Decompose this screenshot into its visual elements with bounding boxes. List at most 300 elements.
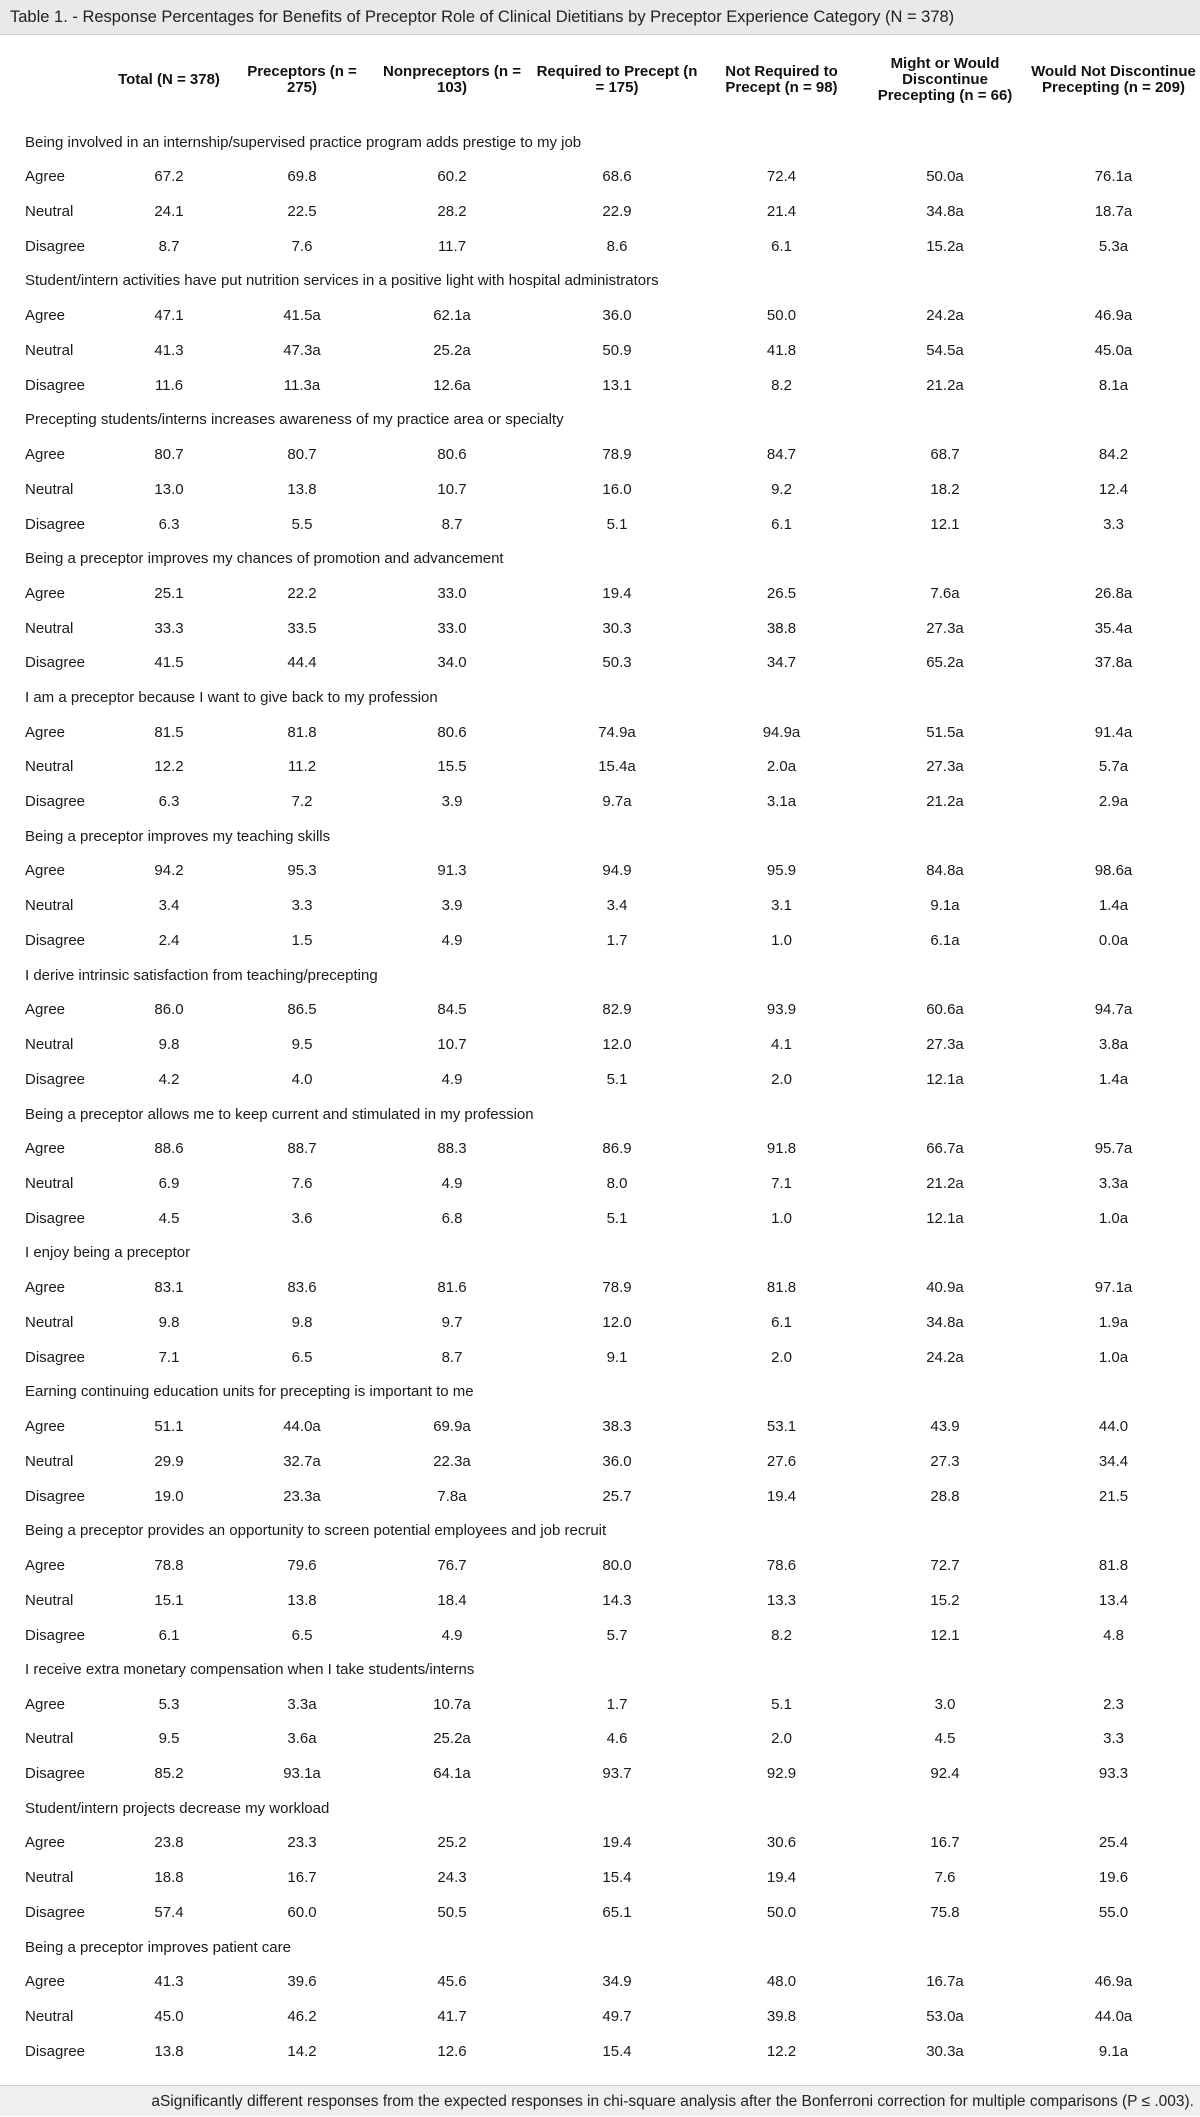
table-cell: 9.7 xyxy=(441,1313,463,1331)
table-cell: 44.4 xyxy=(287,654,317,672)
statement-text: Student/intern activities have put nutrition services in a positive light with hospital administrators xyxy=(25,272,659,290)
table-cell: 38.3 xyxy=(602,1417,632,1435)
table-cell: 9.5 xyxy=(291,1036,313,1054)
table-cell: 14.3 xyxy=(602,1591,632,1609)
table-row xyxy=(0,1479,1200,1514)
table-cell: 2.0 xyxy=(771,1730,792,1748)
table-cell: 64.1a xyxy=(433,1765,471,1783)
response-label: Disagree xyxy=(25,654,86,672)
table-cell: 2.0 xyxy=(771,1071,792,1089)
response-label: Neutral xyxy=(25,480,74,498)
response-label: Agree xyxy=(25,1279,66,1296)
table-cell: 95.3 xyxy=(287,862,317,880)
statement-text: Being a preceptor improves my teaching skills xyxy=(25,827,331,845)
table-cell: 62.1a xyxy=(433,306,471,324)
table-cell: 7.6a xyxy=(930,584,960,602)
table-cell: 6.1 xyxy=(771,515,792,533)
table-cell: 24.2a xyxy=(926,306,964,324)
table-cell: 9.1 xyxy=(606,1348,628,1366)
table-cell: 19.0 xyxy=(154,1487,184,1505)
table-cell: 53.1 xyxy=(766,1417,797,1435)
table-cell: 30.3a xyxy=(926,2043,964,2061)
response-label: Disagree xyxy=(25,1626,86,1644)
response-label: Neutral xyxy=(25,1730,74,1748)
table-cell: 21.5 xyxy=(1098,1487,1129,1505)
response-label: Neutral xyxy=(25,619,74,637)
table-cell: 93.1a xyxy=(283,1765,321,1783)
table-cell: 4.1 xyxy=(771,1036,792,1054)
table-row xyxy=(0,1999,1200,2034)
table-cell: 13.8 xyxy=(287,480,317,498)
table-cell: 3.4 xyxy=(158,897,180,915)
table-cell: 86.9 xyxy=(602,1140,632,1158)
table-cell: 5.1 xyxy=(606,1071,628,1089)
table-row xyxy=(0,159,1200,194)
table-cell: 23.3 xyxy=(287,1834,317,1852)
table-row xyxy=(0,1964,1200,1999)
table-caption: Table 1. - Response Percentages for Benefits of Preceptor Role of Clinical Dietitians by Preceptor Experience Category (N = 378) xyxy=(0,0,1200,35)
table-cell: 0.0a xyxy=(1098,932,1129,950)
table-cell: 86.5 xyxy=(287,1001,317,1019)
statement-row xyxy=(0,1652,1200,1686)
table-cell: 51.5a xyxy=(926,723,964,741)
table-cell: 43.9 xyxy=(930,1417,960,1435)
table-cell: 27.3a xyxy=(926,1036,964,1054)
table-row xyxy=(0,368,1200,403)
table-cell: 50.0a xyxy=(926,168,964,186)
table-cell: 4.0 xyxy=(291,1071,313,1089)
table-cell: 80.7 xyxy=(154,445,184,463)
table-cell: 5.1 xyxy=(606,515,628,533)
statement-row xyxy=(0,125,1200,159)
table-cell: 50.0 xyxy=(766,1904,797,1922)
table-row xyxy=(0,1201,1200,1236)
table-cell: 80.6 xyxy=(437,445,467,463)
table-cell: 4.9 xyxy=(441,1175,463,1193)
response-label: Agree xyxy=(25,723,66,741)
table-cell: 33.0 xyxy=(437,619,467,637)
table-cell: 80.0 xyxy=(602,1556,632,1574)
statement-row xyxy=(0,680,1200,714)
table-cell: 8.2 xyxy=(771,1626,792,1644)
header-required: Required to Precept (n = 175) xyxy=(536,63,698,96)
table-cell: 13.3 xyxy=(766,1591,797,1609)
table-cell: 50.9 xyxy=(602,341,632,359)
table-cell: 18.2 xyxy=(930,480,960,498)
table-cell: 11.3a xyxy=(283,376,321,394)
table-cell: 54.5a xyxy=(926,341,964,359)
table-cell: 9.8 xyxy=(158,1313,180,1331)
table-cell: 19.4 xyxy=(602,584,632,602)
table-cell: 4.6 xyxy=(606,1730,628,1748)
table-cell: 36.0 xyxy=(602,306,632,324)
table-cell: 95.9 xyxy=(766,862,797,880)
table-cell: 18.4 xyxy=(437,1591,467,1609)
table-cell: 5.3a xyxy=(1098,237,1129,255)
table-cell: 7.6 xyxy=(934,1869,956,1887)
table-cell: 94.9 xyxy=(602,862,632,880)
table-cell: 80.7 xyxy=(287,445,317,463)
table-cell: 46.9a xyxy=(1094,306,1133,324)
table-cell: 21.4 xyxy=(766,203,797,221)
table-cell: 47.1 xyxy=(154,306,184,324)
table-cell: 6.8 xyxy=(441,1209,463,1227)
table-cell: 3.3a xyxy=(287,1695,317,1713)
table-cell: 11.7 xyxy=(437,237,467,255)
table-cell: 85.2 xyxy=(154,1765,184,1783)
table-cell: 12.6 xyxy=(437,2043,467,2061)
table-cell: 25.2a xyxy=(433,341,471,359)
table-cell: 74.9a xyxy=(598,723,636,741)
response-label: Agree xyxy=(25,168,66,186)
table-cell: 5.3 xyxy=(158,1695,180,1713)
table-cell: 46.2 xyxy=(287,2008,317,2026)
table-cell: 93.3 xyxy=(1098,1765,1129,1783)
statement-text: I receive extra monetary compensation when I take students/interns xyxy=(25,1661,475,1679)
table-cell: 6.9 xyxy=(158,1175,180,1193)
table-row xyxy=(0,472,1200,507)
response-label: Neutral xyxy=(25,1175,74,1193)
table-cell: 1.0 xyxy=(771,1209,792,1227)
table-cell: 15.5 xyxy=(437,758,467,776)
table-cell: 24.1 xyxy=(154,203,184,221)
table-cell: 7.6 xyxy=(291,237,313,255)
table-cell: 10.7 xyxy=(437,480,467,498)
table-footnote: aSignificantly different responses from the expected responses in chi-square analysis after the Bonferroni correction for multiple comparisons (P ≤ .003). xyxy=(0,2085,1200,2116)
table-cell: 25.2a xyxy=(433,1730,471,1748)
table-cell: 22.2 xyxy=(287,584,317,602)
table-cell: 7.2 xyxy=(291,793,313,811)
table-cell: 12.6a xyxy=(433,376,471,394)
table-row xyxy=(0,1687,1200,1722)
table-cell: 3.3 xyxy=(291,897,313,915)
table-cell: 50.5 xyxy=(437,1904,467,1922)
table-cell: 45.0a xyxy=(1094,341,1133,359)
table-cell: 29.9 xyxy=(154,1452,184,1470)
table-cell: 91.4a xyxy=(1094,723,1133,741)
statement-text: Precepting students/interns increases awareness of my practice area or specialty xyxy=(25,411,564,429)
table-cell: 88.6 xyxy=(154,1140,184,1158)
table-cell: 12.1 xyxy=(930,1626,960,1644)
statement-text: Being a preceptor allows me to keep current and stimulated in my profession xyxy=(25,1105,534,1123)
table-row xyxy=(0,1826,1200,1861)
table-cell: 30.6 xyxy=(766,1834,797,1852)
table-row xyxy=(0,784,1200,819)
statement-text: I enjoy being a preceptor xyxy=(25,1244,191,1262)
table-cell: 15.2a xyxy=(926,237,964,255)
statement-row xyxy=(0,1791,1200,1825)
table-cell: 30.3 xyxy=(602,619,632,637)
response-label: Disagree xyxy=(25,515,86,533)
table-row xyxy=(0,611,1200,646)
table-cell: 22.9 xyxy=(602,203,632,221)
table-cell: 41.8 xyxy=(766,341,797,359)
table-cell: 8.2 xyxy=(771,376,792,394)
table-cell: 72.7 xyxy=(930,1556,960,1574)
table-cell: 18.8 xyxy=(154,1869,184,1887)
table-cell: 37.8a xyxy=(1094,654,1133,672)
table-cell: 7.1 xyxy=(158,1348,180,1366)
table-cell: 75.8 xyxy=(930,1904,960,1922)
table-cell: 3.9 xyxy=(441,793,463,811)
response-label: Neutral xyxy=(25,1869,74,1887)
table-cell: 25.4 xyxy=(1098,1834,1129,1852)
table-cell: 68.6 xyxy=(602,168,632,186)
response-label: Disagree xyxy=(25,376,86,394)
response-label: Agree xyxy=(25,1695,66,1713)
table-cell: 46.9a xyxy=(1094,1973,1133,1991)
table-cell: 21.2a xyxy=(926,1175,964,1193)
table-cell: 16.7 xyxy=(287,1869,317,1887)
table-cell: 15.4a xyxy=(598,758,636,776)
table-cell: 2.0a xyxy=(766,758,797,776)
table-cell: 92.4 xyxy=(930,1765,960,1783)
response-label: Disagree xyxy=(25,2043,86,2061)
statement-row xyxy=(0,1930,1200,1964)
table-cell: 22.3a xyxy=(433,1452,471,1470)
table-cell: 18.7a xyxy=(1094,203,1133,221)
table-cell: 41.3 xyxy=(154,341,184,359)
table-cell: 4.9 xyxy=(441,1626,463,1644)
header-nonpreceptors: Nonpreceptors (n = 103) xyxy=(383,63,521,96)
table-cell: 19.4 xyxy=(602,1834,632,1852)
table-cell: 4.8 xyxy=(1103,1626,1124,1644)
statement-row xyxy=(0,542,1200,576)
table-cell: 65.2a xyxy=(926,654,964,672)
header-preceptors: Preceptors (n = 275) xyxy=(247,63,357,96)
table-cell: 76.1a xyxy=(1094,168,1133,186)
header-blank xyxy=(0,35,104,125)
table-cell: 50.0 xyxy=(766,306,797,324)
table-cell: 27.3a xyxy=(926,619,964,637)
table-cell: 88.3 xyxy=(437,1140,467,1158)
table-cell: 3.3 xyxy=(1103,1730,1124,1748)
table-cell: 8.7 xyxy=(158,237,180,255)
table-row xyxy=(0,437,1200,472)
table-cell: 53.0a xyxy=(926,2008,964,2026)
table-cell: 3.6a xyxy=(287,1730,317,1748)
table-row xyxy=(0,715,1200,750)
table-cell: 44.0 xyxy=(1098,1417,1129,1435)
table-cell: 15.4 xyxy=(602,1869,632,1887)
table-cell: 34.8a xyxy=(926,203,964,221)
table-cell: 13.8 xyxy=(287,1591,317,1609)
table-cell: 67.2 xyxy=(154,168,184,186)
table-cell: 11.6 xyxy=(154,376,184,394)
table-cell: 50.3 xyxy=(602,654,632,672)
table-cell: 82.9 xyxy=(602,1001,632,1019)
table-row xyxy=(0,194,1200,229)
response-label: Disagree xyxy=(25,1071,86,1089)
table-cell: 3.3 xyxy=(1103,515,1124,533)
table-cell: 33.5 xyxy=(287,619,317,637)
statement-row xyxy=(0,264,1200,298)
table-cell: 15.1 xyxy=(154,1591,184,1609)
table-row xyxy=(0,507,1200,542)
table-body xyxy=(0,125,1200,2069)
response-label: Disagree xyxy=(25,1209,86,1227)
response-label: Disagree xyxy=(25,1487,86,1505)
table-cell: 55.0 xyxy=(1098,1904,1129,1922)
statement-text: I derive intrinsic satisfaction from teaching/precepting xyxy=(25,966,378,984)
table-cell: 1.4a xyxy=(1098,1071,1129,1089)
table-cell: 9.8 xyxy=(158,1036,180,1054)
table-cell: 80.6 xyxy=(437,723,467,741)
table-cell: 4.2 xyxy=(158,1071,180,1089)
table-cell: 9.7a xyxy=(602,793,632,811)
table-cell: 3.3a xyxy=(1098,1175,1129,1193)
table-cell: 97.1a xyxy=(1094,1279,1133,1296)
table-cell: 84.2 xyxy=(1098,445,1129,463)
table-cell: 34.4 xyxy=(1098,1452,1129,1470)
table-cell: 13.0 xyxy=(154,480,184,498)
table-cell: 5.1 xyxy=(771,1695,792,1713)
table-cell: 19.4 xyxy=(766,1869,797,1887)
table-row xyxy=(0,750,1200,785)
table-cell: 94.7a xyxy=(1094,1001,1133,1019)
table-row xyxy=(0,1305,1200,1340)
table-cell: 1.9a xyxy=(1098,1313,1129,1331)
table-cell: 83.1 xyxy=(154,1279,184,1296)
table-cell: 6.1 xyxy=(771,1313,792,1331)
table-row xyxy=(0,298,1200,333)
table-cell: 9.8 xyxy=(291,1313,313,1331)
table-cell: 6.3 xyxy=(158,793,180,811)
statement-text: I am a preceptor because I want to give back to my profession xyxy=(25,689,438,707)
table-row xyxy=(0,1166,1200,1201)
table-cell: 93.7 xyxy=(602,1765,632,1783)
table-cell: 34.0 xyxy=(437,654,467,672)
table-cell: 13.8 xyxy=(154,2043,184,2061)
table-row xyxy=(0,646,1200,681)
table-cell: 4.9 xyxy=(441,932,463,950)
table-cell: 33.3 xyxy=(154,619,184,637)
response-label: Agree xyxy=(25,306,66,324)
table-cell: 94.9a xyxy=(762,723,801,741)
table-cell: 41.3 xyxy=(154,1973,184,1991)
table-cell: 11.2 xyxy=(287,758,317,776)
response-label: Neutral xyxy=(25,2008,74,2026)
statement-row xyxy=(0,1375,1200,1409)
statement-text: Being a preceptor provides an opportunity to screen potential employees and job recruit xyxy=(25,1522,607,1540)
response-label: Disagree xyxy=(25,932,86,950)
table-cell: 3.1a xyxy=(766,793,797,811)
table-cell: 24.3 xyxy=(437,1869,467,1887)
table-cell: 81.8 xyxy=(1098,1556,1129,1574)
table-cell: 1.4a xyxy=(1098,897,1129,915)
table-cell: 27.3 xyxy=(930,1452,960,1470)
table-cell: 12.0 xyxy=(602,1036,632,1054)
table-cell: 34.7 xyxy=(766,654,797,672)
table-cell: 5.7 xyxy=(606,1626,628,1644)
table-cell: 3.1 xyxy=(771,897,792,915)
table-cell: 7.8a xyxy=(437,1487,467,1505)
table-cell: 47.3a xyxy=(283,341,321,359)
response-label: Neutral xyxy=(25,1036,74,1054)
table-cell: 92.9 xyxy=(766,1765,797,1783)
table-cell: 44.0a xyxy=(1094,2008,1133,2026)
table-cell: 60.2 xyxy=(437,168,467,186)
table-cell: 98.6a xyxy=(1094,862,1133,880)
table-cell: 19.6 xyxy=(1098,1869,1129,1887)
table-cell: 69.8 xyxy=(287,168,317,186)
table-cell: 33.0 xyxy=(437,584,467,602)
table-cell: 81.8 xyxy=(766,1279,797,1296)
table-row xyxy=(0,1340,1200,1375)
table-cell: 6.1a xyxy=(930,932,960,950)
table-cell: 88.7 xyxy=(287,1140,317,1158)
table-cell: 25.7 xyxy=(602,1487,632,1505)
table-cell: 12.0 xyxy=(602,1313,632,1331)
table-row xyxy=(0,1270,1200,1305)
table-cell: 6.1 xyxy=(158,1626,180,1644)
statement-row xyxy=(0,1514,1200,1548)
table-cell: 38.8 xyxy=(766,619,797,637)
response-label: Agree xyxy=(25,1834,66,1852)
statement-row xyxy=(0,403,1200,437)
table-cell: 9.1a xyxy=(930,897,960,915)
table-cell: 6.5 xyxy=(291,1348,313,1366)
table-cell: 93.9 xyxy=(766,1001,797,1019)
table-cell: 8.7 xyxy=(441,515,463,533)
response-label: Disagree xyxy=(25,1904,86,1922)
table-cell: 4.9 xyxy=(441,1071,463,1089)
table-cell: 69.9a xyxy=(433,1417,471,1435)
table-cell: 40.9a xyxy=(926,1279,964,1296)
table-cell: 78.6 xyxy=(766,1556,797,1574)
table-cell: 26.8a xyxy=(1094,584,1133,602)
table-cell: 44.0a xyxy=(283,1417,321,1435)
table-cell: 4.5 xyxy=(934,1730,956,1748)
table-cell: 91.8 xyxy=(766,1140,797,1158)
table-cell: 3.8a xyxy=(1098,1036,1129,1054)
table-row xyxy=(0,923,1200,958)
table-cell: 41.5 xyxy=(154,654,184,672)
table-cell: 5.1 xyxy=(606,1209,628,1227)
table-cell: 1.7 xyxy=(606,1695,628,1713)
table-cell: 72.4 xyxy=(766,168,797,186)
table-cell: 12.1a xyxy=(926,1071,964,1089)
table-row xyxy=(0,1409,1200,1444)
response-label: Neutral xyxy=(25,1452,74,1470)
table-cell: 65.1 xyxy=(602,1904,632,1922)
table-cell: 2.9a xyxy=(1098,793,1129,811)
table-cell: 6.1 xyxy=(771,237,792,255)
table-row xyxy=(0,888,1200,923)
table-cell: 83.6 xyxy=(287,1279,317,1296)
response-label: Agree xyxy=(25,1140,66,1158)
table-cell: 51.1 xyxy=(154,1417,184,1435)
table-cell: 4.5 xyxy=(158,1209,180,1227)
table-row xyxy=(0,1444,1200,1479)
response-label: Agree xyxy=(25,1973,66,1991)
response-label: Neutral xyxy=(25,203,74,221)
table-cell: 16.0 xyxy=(602,480,632,498)
table-cell: 10.7 xyxy=(437,1036,467,1054)
statement-text: Student/intern projects decrease my workload xyxy=(25,1799,330,1817)
table-cell: 39.8 xyxy=(766,2008,797,2026)
table-cell: 78.9 xyxy=(602,1279,632,1296)
table-row xyxy=(0,1618,1200,1653)
response-label: Neutral xyxy=(25,1313,74,1331)
table-cell: 76.7 xyxy=(437,1556,467,1574)
table-row xyxy=(0,1860,1200,1895)
table-cell: 39.6 xyxy=(287,1973,317,1991)
response-label: Agree xyxy=(25,584,66,602)
table-cell: 24.2a xyxy=(926,1348,964,1366)
table-cell: 1.0a xyxy=(1098,1348,1129,1366)
statement-text: Being a preceptor improves my chances of promotion and advancement xyxy=(25,550,504,568)
